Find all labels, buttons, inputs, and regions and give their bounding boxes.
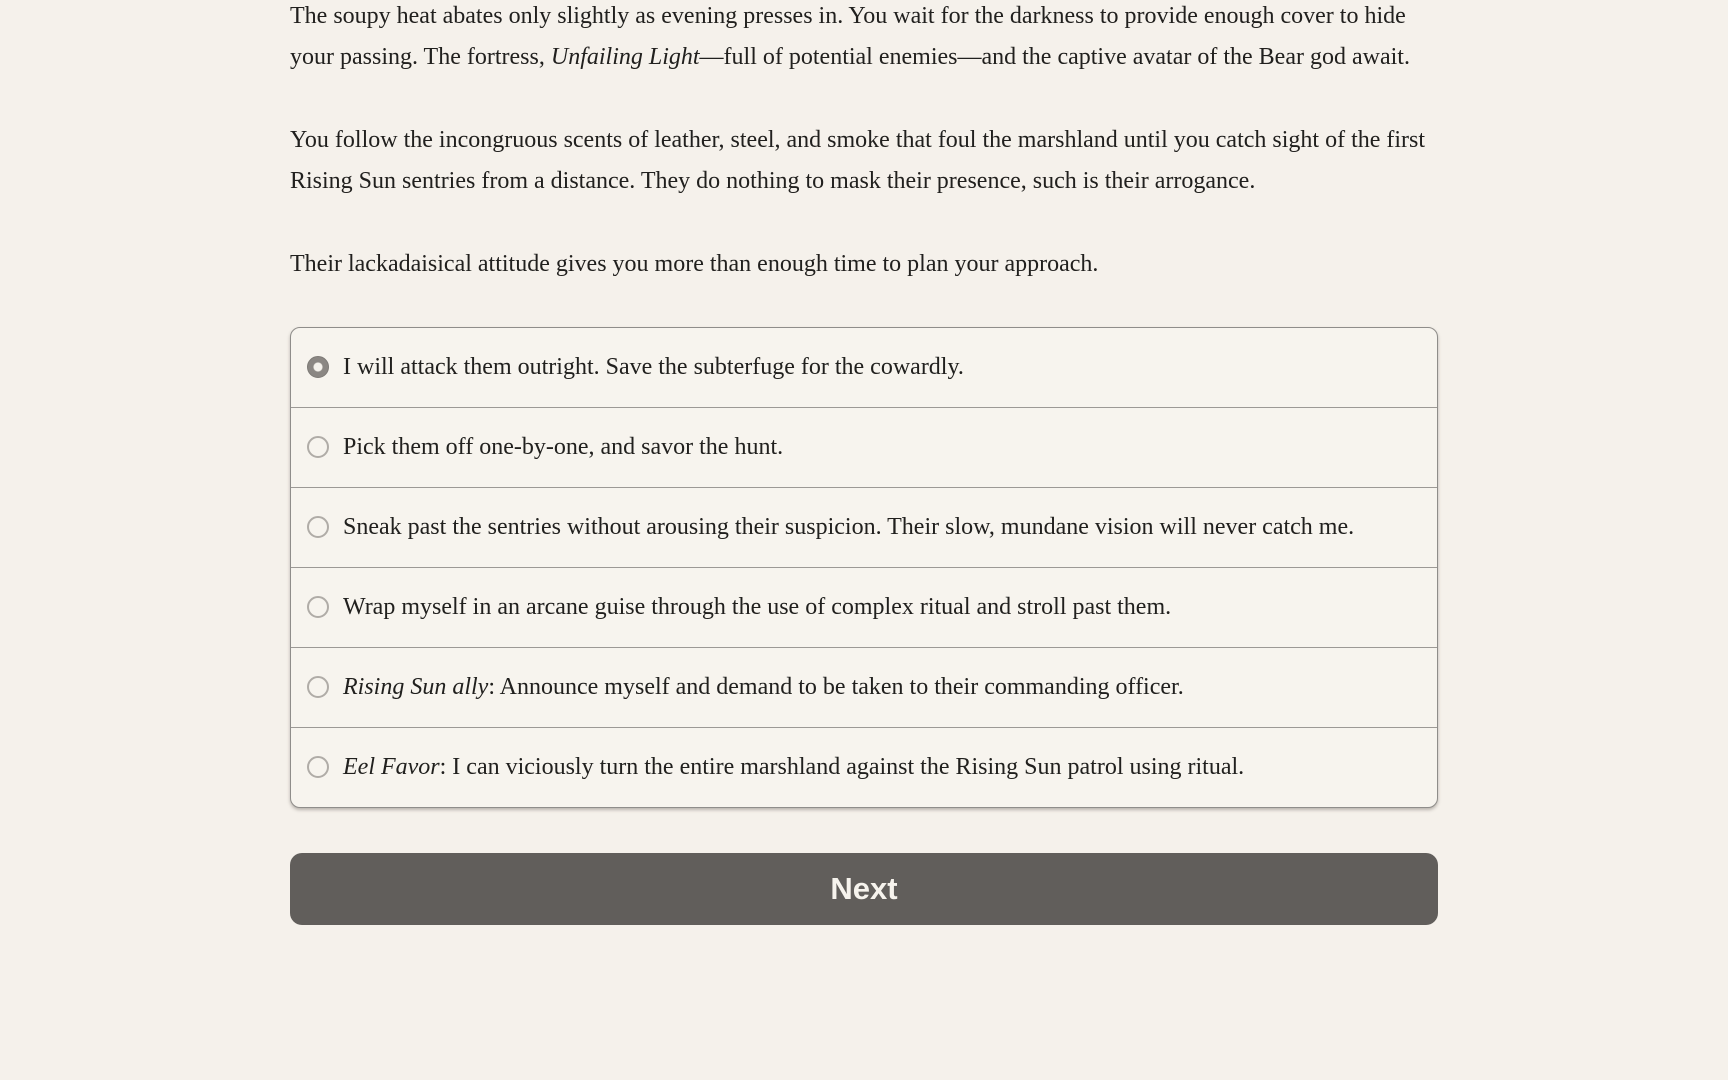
next-button[interactable]: Next	[290, 853, 1438, 925]
text-segment: Their lackadaisical attitude gives you more than enough time to plan your approach.	[290, 251, 1099, 277]
choice-option[interactable]	[291, 487, 1437, 567]
choice-label	[343, 594, 1171, 620]
text-segment: Sneak past the sentries without arousing their suspicion. Their slow, mundane vision will never catch me.	[343, 514, 1355, 540]
text-segment: Wrap myself in an arcane guise through the use of complex ritual and stroll past them.	[343, 594, 1172, 620]
italic-text-segment: Eel Favor	[343, 754, 440, 780]
choice-option[interactable]	[291, 647, 1437, 727]
story-paragraph	[290, 244, 1438, 285]
text-segment: : I can viciously turn the entire marshland against the Rising Sun patrol using ritual.	[439, 754, 1245, 780]
choice-option[interactable]	[291, 727, 1437, 807]
choice-label	[343, 754, 1244, 780]
choice-label	[343, 354, 964, 380]
italic-text-segment: Rising Sun ally	[343, 674, 489, 700]
radio-unselected-icon[interactable]	[307, 756, 329, 778]
radio-unselected-icon[interactable]	[307, 436, 329, 458]
story-text	[290, 0, 1438, 285]
content-column	[290, 0, 1438, 925]
choice-option[interactable]	[291, 328, 1437, 407]
choice-option[interactable]	[291, 407, 1437, 487]
radio-unselected-icon[interactable]	[307, 676, 329, 698]
choice-label	[343, 434, 783, 460]
story-paragraph	[290, 0, 1438, 78]
choice-label	[343, 514, 1354, 540]
choice-label	[343, 674, 1184, 700]
text-segment: —full of potential enemies—and the captive avatar of the Bear god await.	[699, 44, 1410, 70]
text-segment: : Announce myself and demand to be taken to their commanding officer.	[488, 674, 1184, 700]
text-segment: Pick them off one-by-one, and savor the hunt.	[343, 434, 784, 460]
radio-selected-icon[interactable]	[307, 356, 329, 378]
italic-text-segment: Unfailing Light	[550, 44, 700, 70]
text-segment: The soupy heat abates only slightly as evening presses in. You wait for the darkness to provide enough cover to hide your passing. The fortress,	[290, 3, 1406, 70]
story-paragraph	[290, 120, 1438, 202]
text-segment: I will attack them outright. Save the subterfuge for the cowardly.	[343, 354, 964, 380]
text-segment: You follow the incongruous scents of leather, steel, and smoke that foul the marshland until you catch sight of the first Rising Sun sentries from a distance. They do nothing to mask their presence, such is their arrogance.	[290, 127, 1426, 194]
choices-box	[290, 327, 1438, 808]
radio-unselected-icon[interactable]	[307, 596, 329, 618]
radio-unselected-icon[interactable]	[307, 516, 329, 538]
choice-option[interactable]	[291, 567, 1437, 647]
